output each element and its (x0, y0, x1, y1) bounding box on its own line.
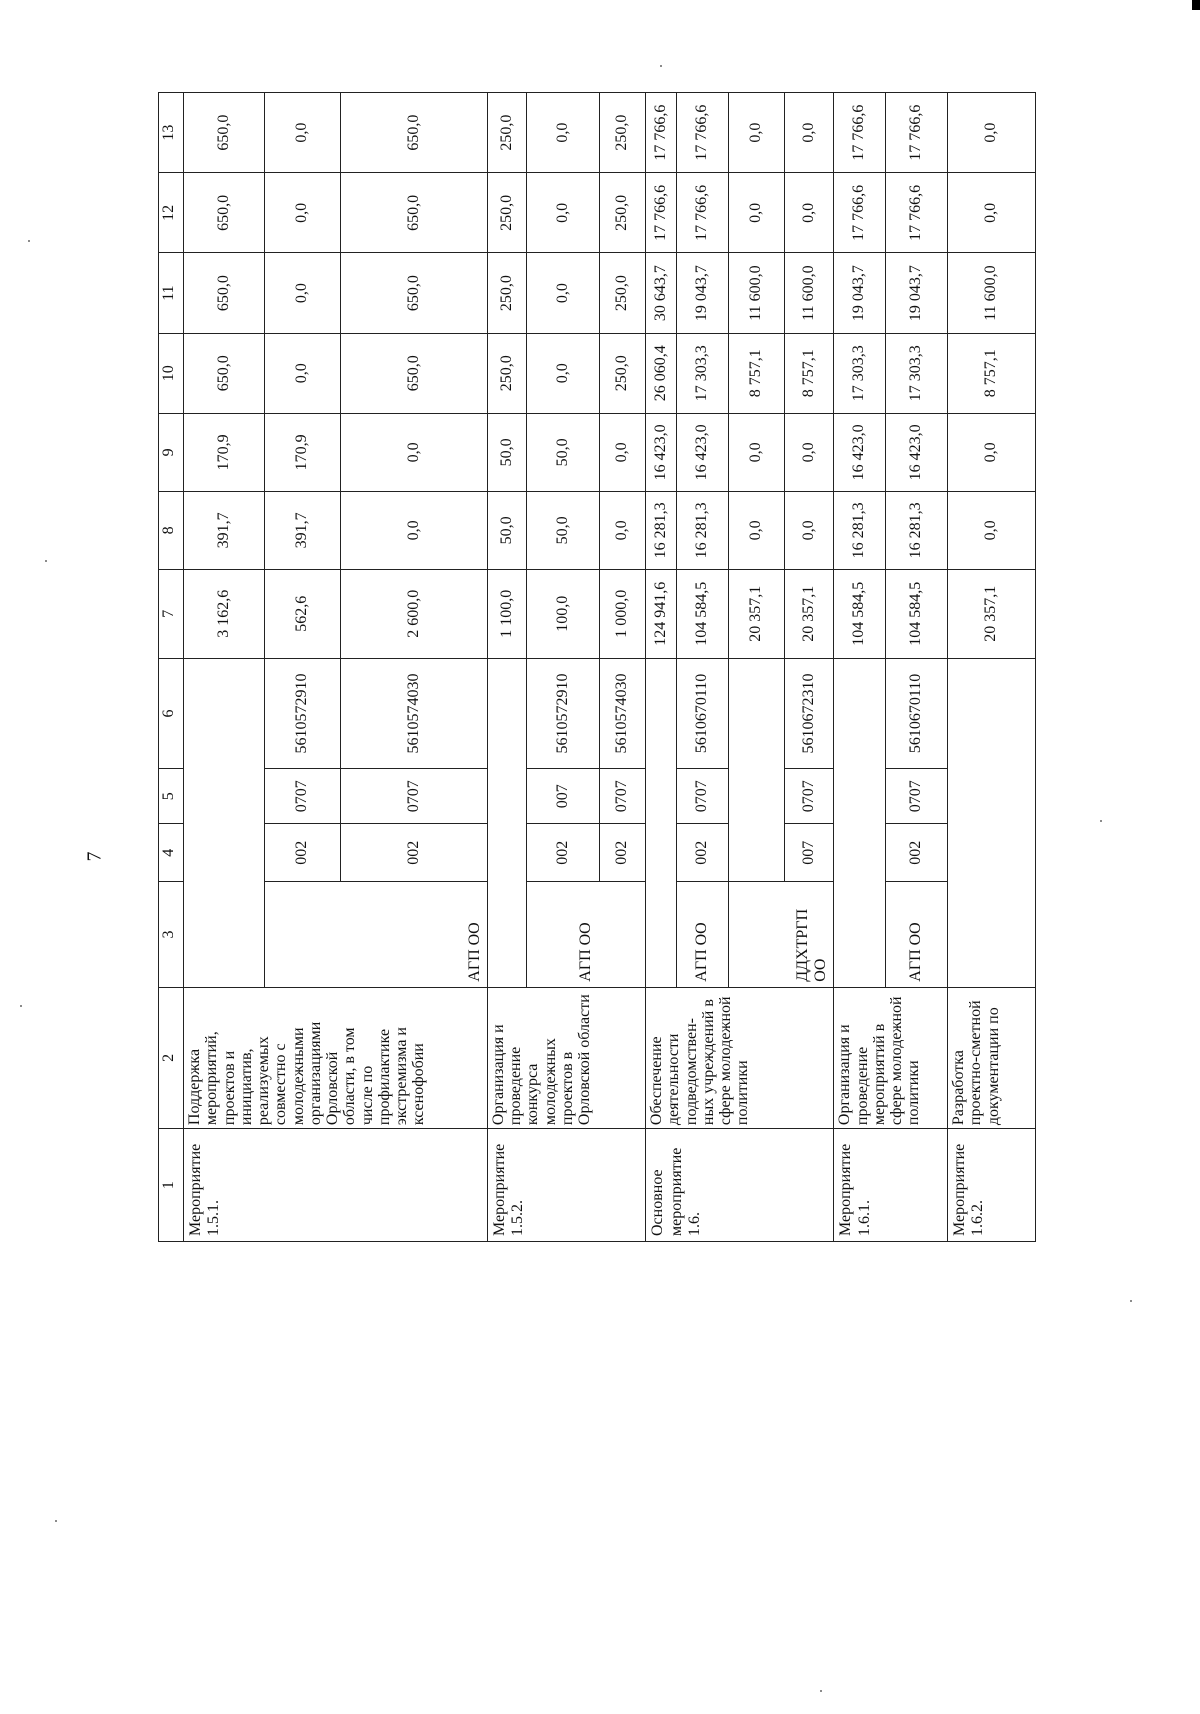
value-cell: 0,0 (264, 253, 341, 333)
activity-name: Организация и проведение мероприятий в сфере молодежной политики (834, 987, 948, 1128)
value-cell: 002 (677, 824, 729, 882)
value-cell: 0707 (264, 769, 341, 824)
value-cell: 50,0 (487, 413, 526, 491)
value-cell: 007 (784, 824, 834, 882)
value-cell: 250,0 (487, 173, 526, 253)
value-cell: 104 584,5 (885, 569, 947, 658)
scan-speck (28, 240, 30, 242)
value-cell: 0,0 (264, 333, 341, 413)
value-cell: 391,7 (264, 491, 341, 569)
empty-cell (948, 658, 1036, 987)
value-cell: 650,0 (341, 93, 488, 173)
value-cell: 16 423,0 (885, 413, 947, 491)
value-cell: 16 423,0 (646, 413, 677, 491)
value-cell: 250,0 (487, 333, 526, 413)
value-cell: 0707 (341, 769, 488, 824)
value-cell: 124 941,6 (646, 569, 677, 658)
activity-name: Организация и проведение конкурса молодежных проектов в Орловской области (487, 987, 645, 1128)
value-cell: 19 043,7 (885, 253, 947, 333)
value-cell: 650,0 (184, 93, 265, 173)
empty-cell (646, 658, 677, 987)
value-cell: 17 766,6 (834, 173, 886, 253)
value-cell: 650,0 (341, 333, 488, 413)
col-header: 5 (159, 769, 184, 824)
value-cell: 16 281,3 (677, 491, 729, 569)
value-cell: 0,0 (784, 173, 834, 253)
scan-speck (55, 1520, 57, 1522)
value-cell: 250,0 (487, 253, 526, 333)
col-header: 10 (159, 333, 184, 413)
value-cell: 17 766,6 (677, 173, 729, 253)
col-header: 7 (159, 569, 184, 658)
activity-code: Мероприятие 1.6.1. (834, 1129, 948, 1242)
value-cell: 5610670110 (677, 658, 729, 769)
scan-edge-mark (1192, 0, 1200, 10)
value-cell: 8 757,1 (948, 333, 1036, 413)
executor-cell: АГП ОО (885, 882, 947, 988)
page-number: 7 (83, 851, 106, 862)
col-header: 12 (159, 173, 184, 253)
col-header: 1 (159, 1129, 184, 1242)
value-cell: 5610572910 (264, 658, 341, 769)
activity-code: Мероприятие 1.5.1. (184, 1129, 488, 1242)
value-cell: 650,0 (341, 253, 488, 333)
value-cell: 8 757,1 (784, 333, 834, 413)
value-cell: 0,0 (728, 413, 784, 491)
scan-speck (820, 1690, 822, 1692)
value-cell: 20 357,1 (728, 569, 784, 658)
value-cell: 170,9 (264, 413, 341, 491)
value-cell: 0,0 (341, 491, 488, 569)
col-header: 13 (159, 93, 184, 173)
value-cell: 002 (599, 824, 646, 882)
value-cell: 170,9 (184, 413, 265, 491)
activity-code: Мероприятие 1.6.2. (948, 1129, 1036, 1242)
executor-cell: АГП ОО (264, 882, 487, 988)
value-cell: 5610670110 (885, 658, 947, 769)
value-cell: 50,0 (527, 491, 599, 569)
value-cell: 0,0 (784, 491, 834, 569)
value-cell: 16 423,0 (677, 413, 729, 491)
scan-speck (1130, 1300, 1132, 1302)
value-cell: 16 281,3 (646, 491, 677, 569)
value-cell: 002 (885, 824, 947, 882)
value-cell: 17 766,6 (646, 173, 677, 253)
value-cell: 0,0 (527, 333, 599, 413)
empty-cell (487, 658, 526, 987)
value-cell: 0,0 (948, 491, 1036, 569)
col-header: 3 (159, 882, 184, 988)
value-cell: 1 000,0 (599, 569, 646, 658)
executor-cell: АГП ОО (527, 882, 646, 988)
rotated-table-frame (158, 104, 1036, 1242)
value-cell: 11 600,0 (948, 253, 1036, 333)
value-cell: 0,0 (341, 413, 488, 491)
value-cell: 17 766,6 (646, 93, 677, 173)
value-cell: 0,0 (527, 253, 599, 333)
value-cell: 650,0 (184, 333, 265, 413)
empty-cell (728, 658, 784, 882)
value-cell: 17 766,6 (677, 93, 729, 173)
value-cell: 0707 (677, 769, 729, 824)
executor-cell: ДДХТРГП ОО (728, 882, 833, 988)
value-cell: 17 303,3 (834, 333, 886, 413)
empty-cell (184, 658, 265, 987)
value-cell: 007 (527, 769, 599, 824)
table-row (184, 93, 265, 1242)
value-cell: 20 357,1 (948, 569, 1036, 658)
value-cell: 11 600,0 (728, 253, 784, 333)
value-cell: 0,0 (527, 173, 599, 253)
value-cell: 250,0 (599, 93, 646, 173)
value-cell: 0,0 (948, 93, 1036, 173)
value-cell: 0707 (784, 769, 834, 824)
value-cell: 16 423,0 (834, 413, 886, 491)
value-cell: 0,0 (599, 491, 646, 569)
value-cell: 0707 (599, 769, 646, 824)
activity-code: Мероприятие 1.5.2. (487, 1129, 645, 1242)
value-cell: 002 (527, 824, 599, 882)
value-cell: 8 757,1 (728, 333, 784, 413)
value-cell: 250,0 (599, 253, 646, 333)
value-cell: 562,6 (264, 569, 341, 658)
value-cell: 17 766,6 (834, 93, 886, 173)
col-header: 8 (159, 491, 184, 569)
value-cell: 5610574030 (341, 658, 488, 769)
value-cell: 0,0 (948, 413, 1036, 491)
value-cell: 19 043,7 (834, 253, 886, 333)
value-cell: 0,0 (784, 93, 834, 173)
table-row (834, 93, 886, 1242)
value-cell: 16 281,3 (834, 491, 886, 569)
table-row (948, 93, 1036, 1242)
table-row (487, 93, 526, 1242)
value-cell: 0,0 (599, 413, 646, 491)
value-cell: 0,0 (264, 93, 341, 173)
activity-name: Разработка проектно-сметной документации по (948, 987, 1036, 1128)
value-cell: 0,0 (527, 93, 599, 173)
budget-table (158, 92, 1036, 1242)
value-cell: 0,0 (728, 93, 784, 173)
col-header: 4 (159, 824, 184, 882)
scan-speck (1100, 820, 1102, 822)
value-cell: 2 600,0 (341, 569, 488, 658)
value-cell: 250,0 (599, 173, 646, 253)
value-cell: 17 766,6 (885, 93, 947, 173)
value-cell: 17 303,3 (885, 333, 947, 413)
value-cell: 002 (341, 824, 488, 882)
value-cell: 30 643,7 (646, 253, 677, 333)
col-header: 9 (159, 413, 184, 491)
empty-cell (834, 658, 886, 987)
value-cell: 0,0 (728, 173, 784, 253)
header-row (159, 93, 184, 1242)
value-cell: 17 303,3 (677, 333, 729, 413)
value-cell: 5610672310 (784, 658, 834, 769)
value-cell: 19 043,7 (677, 253, 729, 333)
value-cell: 5610572910 (527, 658, 599, 769)
activity-code: Основное мероприятие 1.6. (646, 1129, 834, 1242)
scan-speck (660, 65, 662, 67)
value-cell: 002 (264, 824, 341, 882)
value-cell: 0707 (885, 769, 947, 824)
value-cell: 17 766,6 (885, 173, 947, 253)
value-cell: 100,0 (527, 569, 599, 658)
value-cell: 0,0 (728, 491, 784, 569)
value-cell: 26 060,4 (646, 333, 677, 413)
value-cell: 5610574030 (599, 658, 646, 769)
activity-name: Обеспечение деятельности подведомствен-ных учреждений в сфере молодежной политики (646, 987, 834, 1128)
value-cell: 0,0 (948, 173, 1036, 253)
value-cell: 50,0 (487, 491, 526, 569)
executor-cell: АГП ОО (677, 882, 729, 988)
value-cell: 250,0 (487, 93, 526, 173)
value-cell: 391,7 (184, 491, 265, 569)
value-cell: 11 600,0 (784, 253, 834, 333)
table-row (646, 93, 677, 1242)
value-cell: 250,0 (599, 333, 646, 413)
value-cell: 650,0 (184, 253, 265, 333)
scan-speck (20, 1005, 22, 1007)
value-cell: 16 281,3 (885, 491, 947, 569)
value-cell: 650,0 (184, 173, 265, 253)
col-header: 2 (159, 987, 184, 1128)
col-header: 11 (159, 253, 184, 333)
col-header: 6 (159, 658, 184, 769)
activity-name: Поддержка мероприятий, проектов и инициатив, реализуемых совместно с молодежными организациями Орловской области, в том числе по профилактике экстремизма и ксенофобии (184, 987, 488, 1128)
value-cell: 0,0 (264, 173, 341, 253)
value-cell: 104 584,5 (677, 569, 729, 658)
value-cell: 650,0 (341, 173, 488, 253)
value-cell: 1 100,0 (487, 569, 526, 658)
value-cell: 3 162,6 (184, 569, 265, 658)
value-cell: 50,0 (527, 413, 599, 491)
value-cell: 20 357,1 (784, 569, 834, 658)
value-cell: 0,0 (784, 413, 834, 491)
scan-speck (45, 560, 47, 562)
value-cell: 104 584,5 (834, 569, 886, 658)
